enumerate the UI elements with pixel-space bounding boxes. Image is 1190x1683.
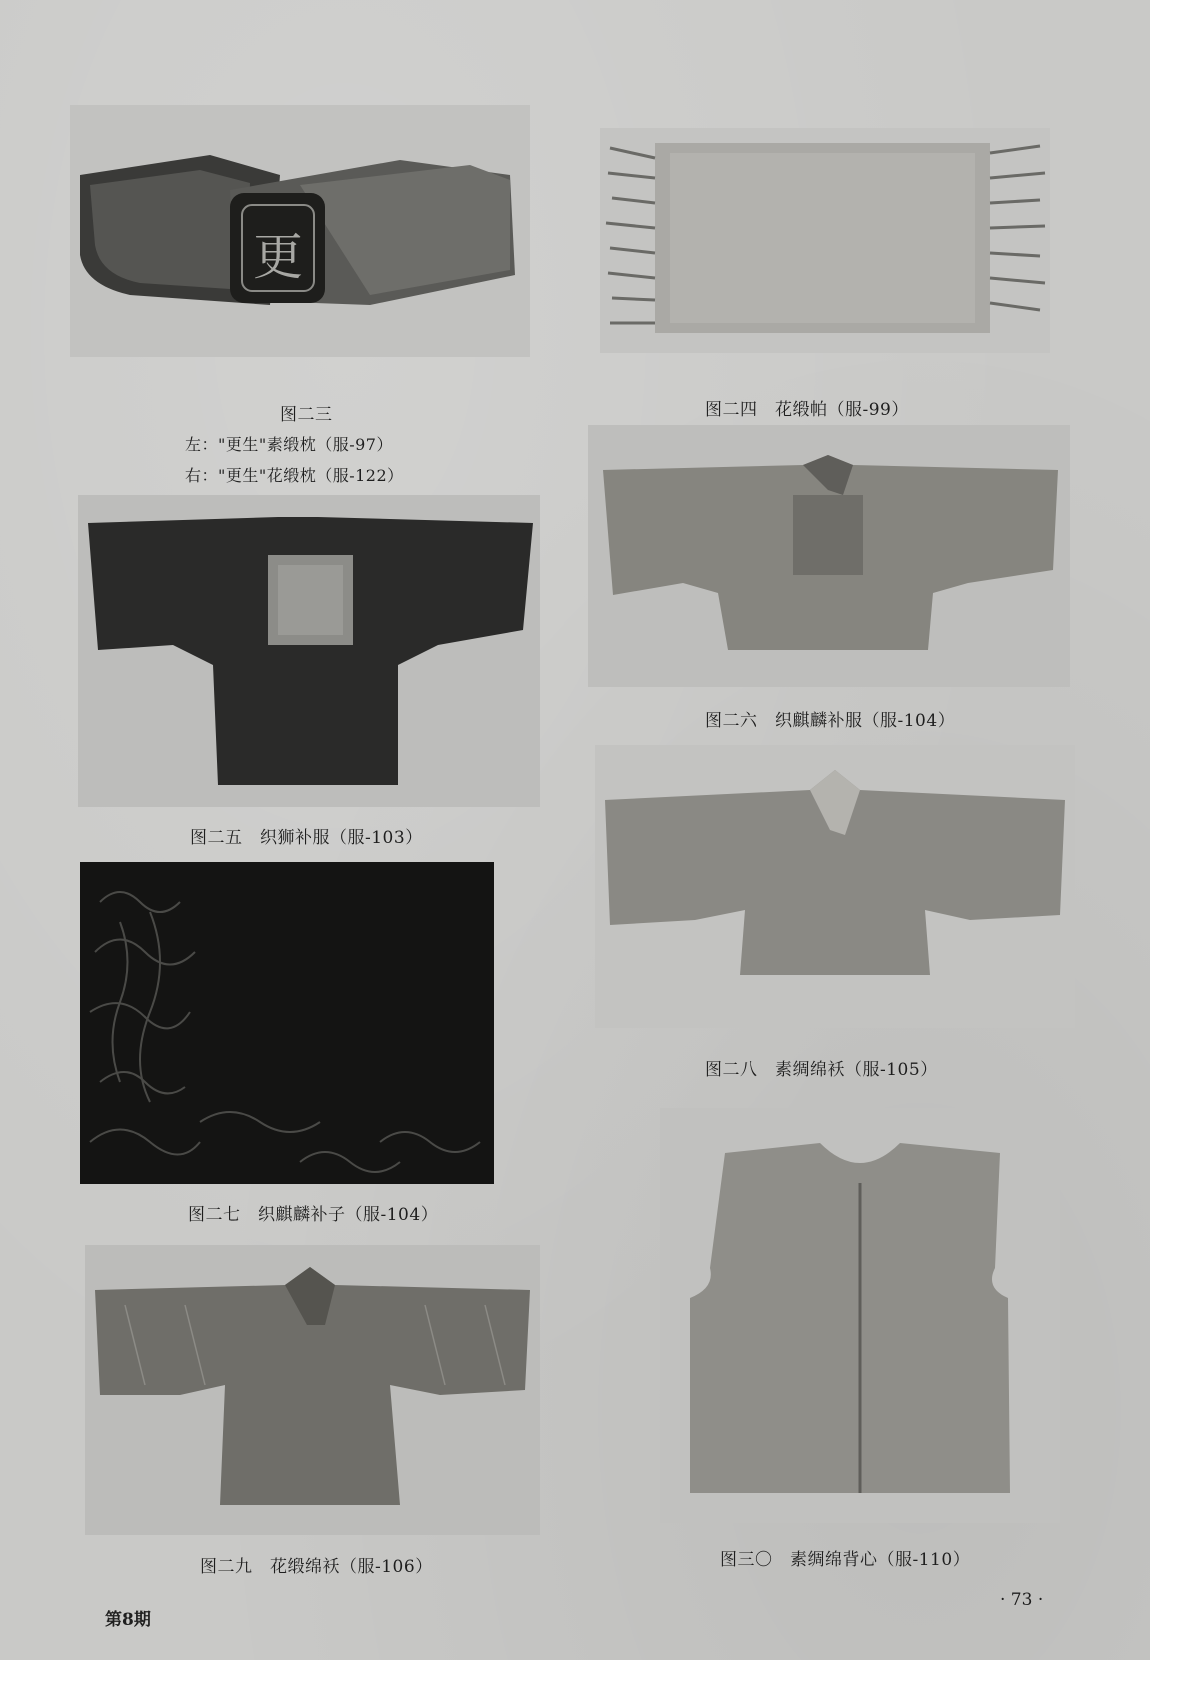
pillow-end-glyph: 更: [253, 228, 303, 286]
fig24-caption: 图二四 花缎帕（服-99）: [705, 400, 909, 420]
fig24-handkerchief-photo: [600, 128, 1050, 353]
issue-label: 第8期: [105, 1610, 151, 1630]
fig26-caption: 图二六 织麒麟补服（服-104）: [705, 711, 956, 731]
fig23-title: 图二三: [280, 405, 333, 425]
page-number: · 73 ·: [1000, 1590, 1044, 1610]
fig23-pillows-photo: [70, 105, 530, 357]
fig25-lion-robe-photo: [78, 495, 540, 807]
fig26-qilin-robe-photo: [588, 425, 1070, 687]
fig28-caption: 图二八 素绸绵袄（服-105）: [705, 1060, 938, 1080]
fig29-caption: 图二九 花缎绵袄（服-106）: [200, 1557, 433, 1577]
fig29-brocade-jacket-photo: [85, 1245, 540, 1535]
fig28-plain-silk-jacket-photo: [595, 745, 1075, 1028]
fig30-caption: 图三〇 素绸绵背心（服-110）: [720, 1550, 971, 1570]
fig27-caption: 图二七 织麒麟补子（服-104）: [188, 1205, 439, 1225]
fig23-right-caption: 右："更生"花缎枕（服-122）: [185, 466, 404, 485]
fig25-caption: 图二五 织狮补服（服-103）: [190, 828, 423, 848]
fig30-plain-silk-vest-photo: [660, 1108, 1060, 1523]
fig27-qilin-badge-photo: [80, 862, 494, 1184]
fig23-left-caption: 左："更生"素缎枕（服-97）: [185, 435, 393, 454]
